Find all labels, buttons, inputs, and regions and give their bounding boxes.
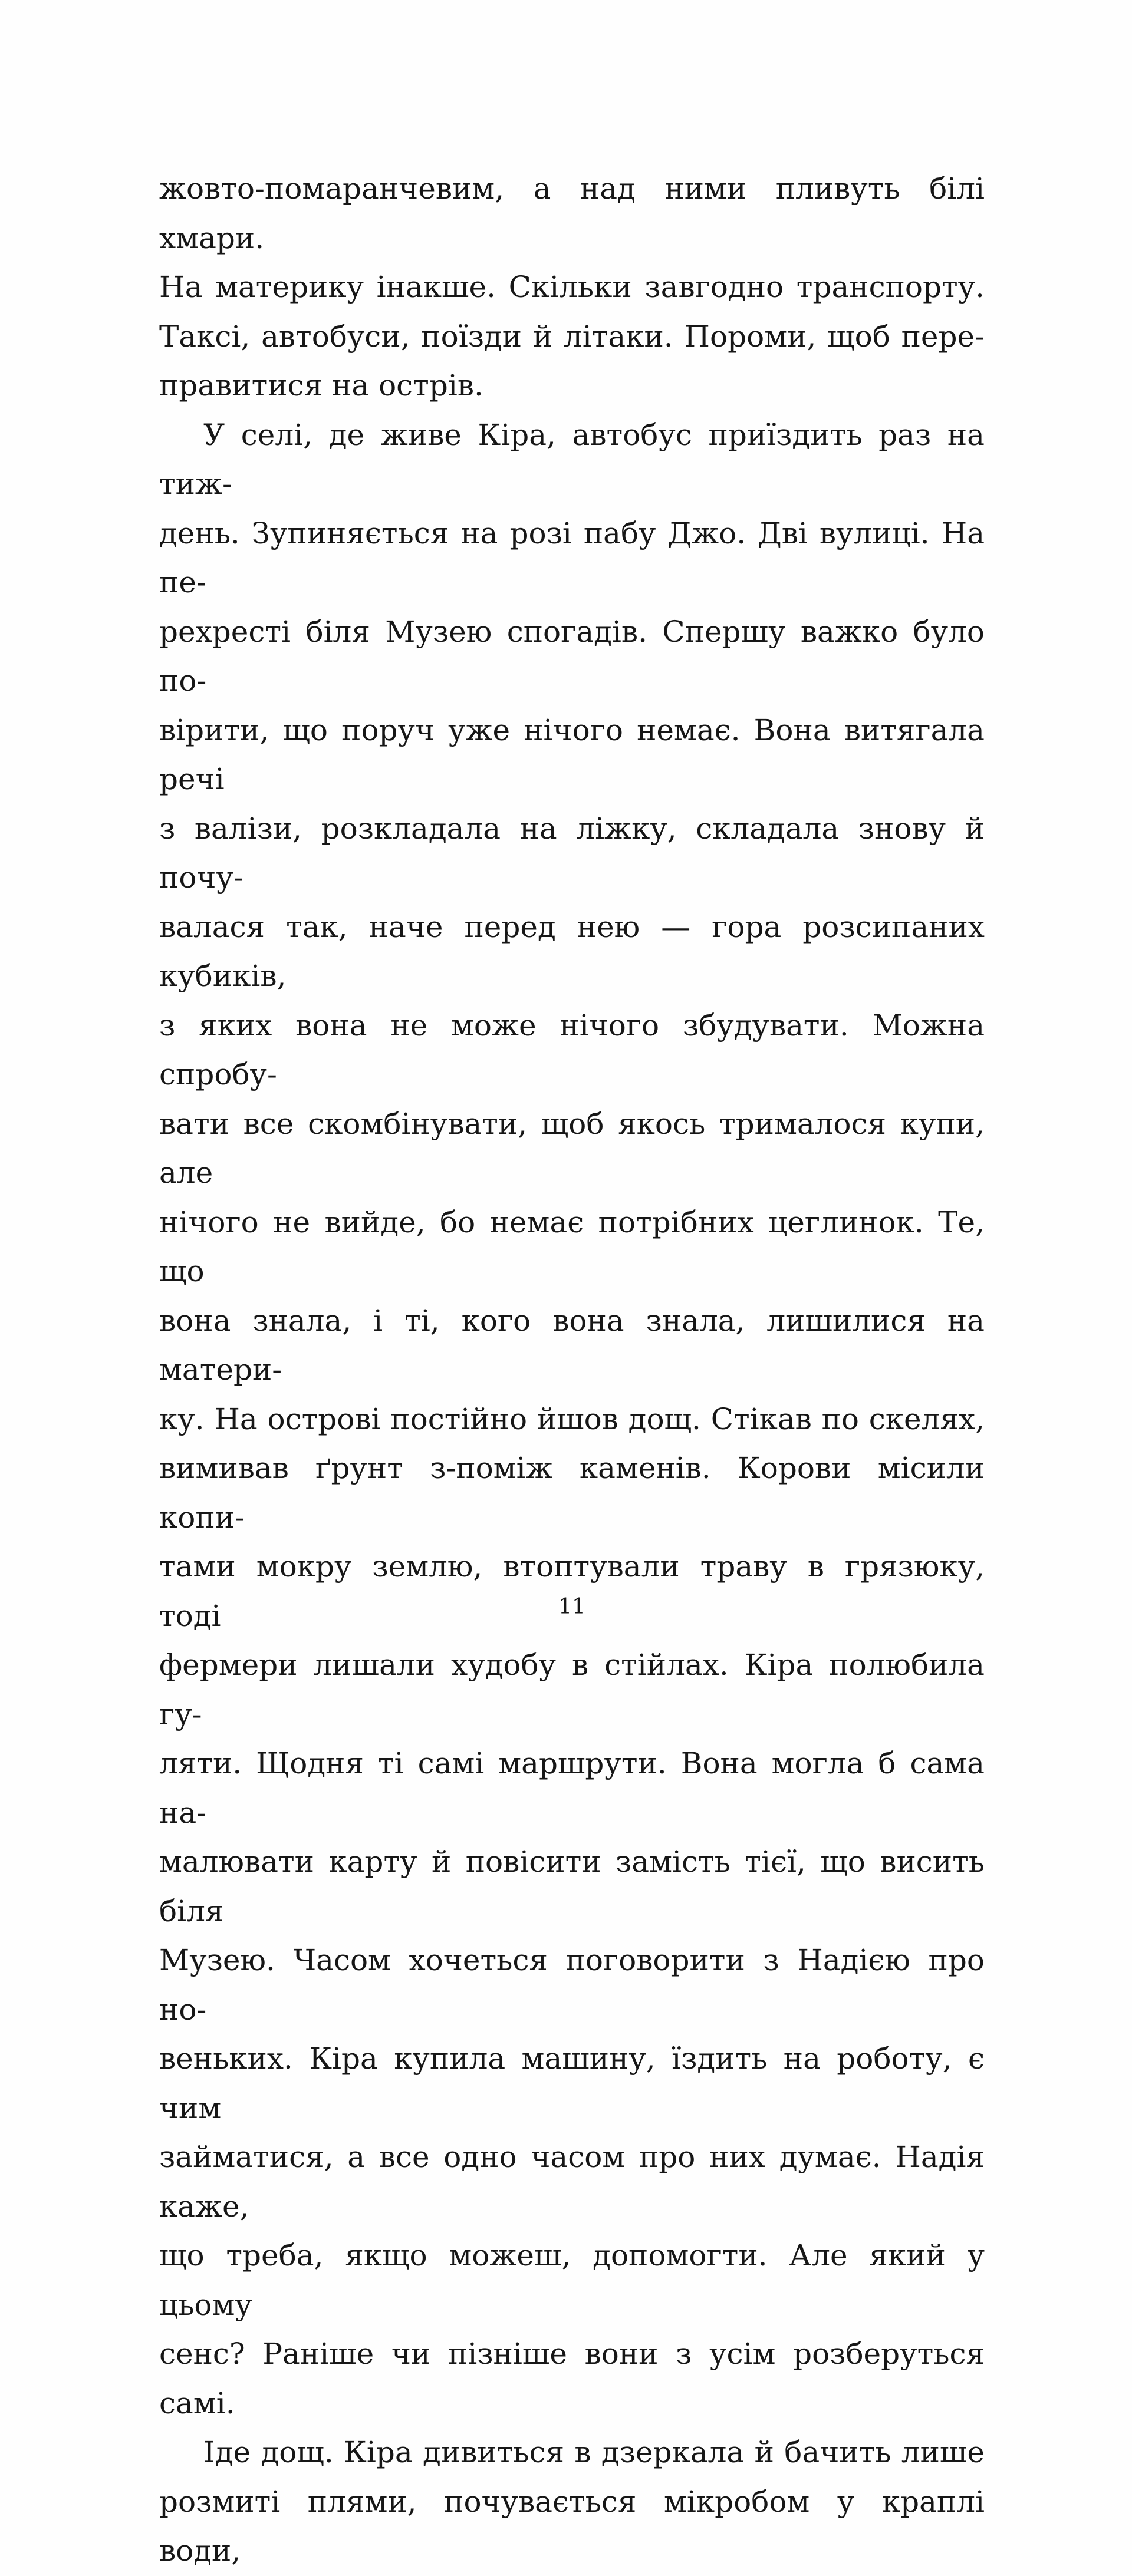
text-block — [159, 164, 985, 2576]
text-line: тами мокру землю, втоптували траву в грязюку, тоді — [159, 1549, 985, 1633]
text-line: рехресті біля Музею спогадів. Спершу важко було по- — [159, 614, 985, 698]
text-line: розмиті плями, почувається мікробом у краплі води, — [159, 2484, 985, 2568]
text-line: малювати карту й повісити замість тієї, що висить біля — [159, 1845, 985, 1928]
text-line: У селі, де живе Кіра, автобус приїздить раз на тиж- — [159, 417, 985, 501]
text-line: вимивав ґрунт з-поміж каменів. Корови місили копи- — [159, 1451, 985, 1535]
paragraph — [159, 164, 985, 411]
text-line: з валізи, розкладала на ліжку, складала знову й почу- — [159, 811, 985, 895]
text-line: Таксі, автобуси, поїзди й літаки. Пороми, щоб пере- — [159, 319, 985, 354]
text-line: Музею. Часом хочеться поговорити з Надією про но- — [159, 1943, 985, 2027]
text-line: ляти. Щодня ті самі маршрути. Вона могла б сама на- — [159, 1746, 985, 1830]
text-line: нічого не вийде, бо немає потрібних цеглинок. Те, що — [159, 1205, 985, 1288]
text-line: сенс? Раніше чи пізніше вони з усім розберуться самі. — [159, 2337, 985, 2420]
text-line: що треба, якщо можеш, допомогти. Але який у цьому — [159, 2238, 985, 2322]
text-line: вати все скомбінувати, щоб якось трималося купи, але — [159, 1106, 985, 1190]
text-line: вірити, що поруч уже нічого немає. Вона витягала речі — [159, 713, 985, 796]
text-line: займатися, а все одно часом про них думає. Надія каже, — [159, 2140, 985, 2224]
text-line: жовто-помаранчевим, а над ними пливуть білі хмари. — [159, 171, 985, 255]
text-line: ку. На острові постійно йшов дощ. Стікав по скелях, — [159, 1401, 985, 1436]
text-line: Іде дощ. Кіра дивиться в дзеркала й бачить лише — [203, 2435, 985, 2469]
text-line: вона знала, і ті, кого вона знала, лишилися на матери- — [159, 1303, 985, 1387]
text-line: день. Зупиняється на розі пабу Джо. Дві вулиці. На пе- — [159, 516, 985, 599]
text-line: фермери лишали худобу в стійлах. Кіра полюбила гу- — [159, 1648, 985, 1731]
text-line: валася так, наче перед нею — гора розсипаних кубиків, — [159, 909, 985, 993]
text-line: правитися на острів. — [159, 368, 483, 403]
text-line: з яких вона не може нічого збудувати. Можна спробу- — [159, 1008, 985, 1091]
text-line: веньких. Кіра купила машину, їздить на роботу, є чим — [159, 2041, 985, 2125]
paragraph — [159, 2428, 985, 2576]
text-line: На материку інакше. Скільки завгодно транспорту. — [159, 270, 985, 304]
paragraph — [159, 411, 985, 2429]
page-number: 11 — [558, 1595, 585, 1619]
